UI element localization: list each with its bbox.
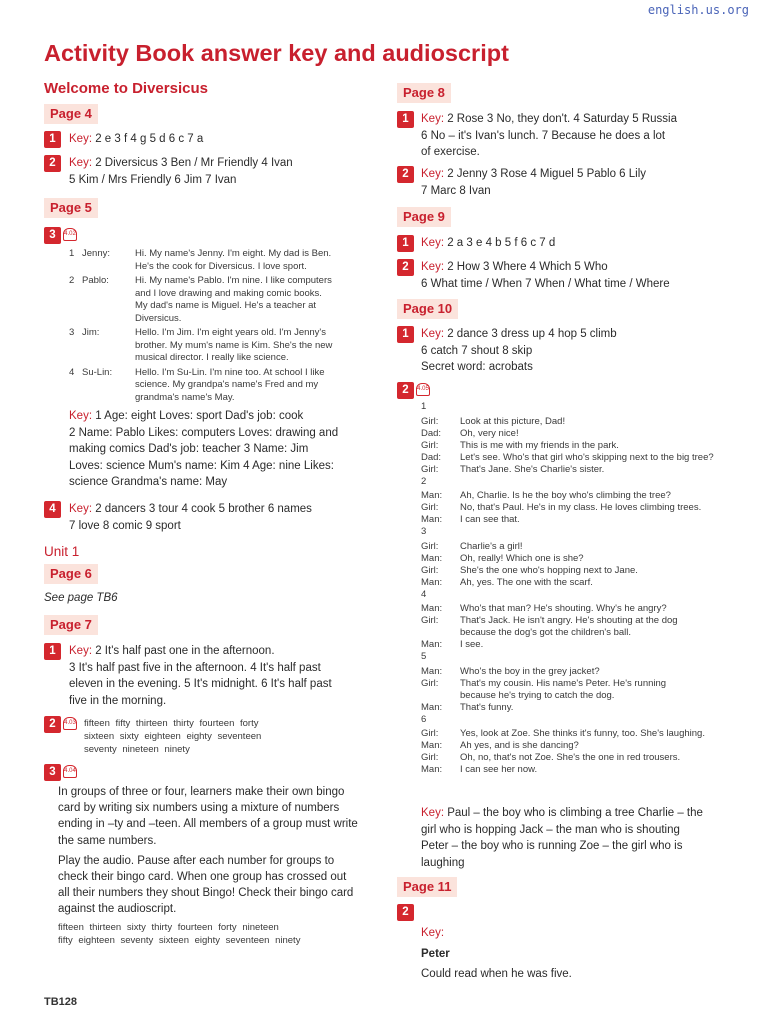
dialogue-speaker: Man: (421, 552, 443, 564)
dialogue-line (421, 690, 741, 702)
dialogue-speaker (421, 690, 460, 702)
site-url[interactable]: english.us.org (647, 3, 749, 17)
answer-text: 2 e 3 f 4 g 5 d 6 c 7 a (95, 133, 204, 145)
answer-text: Loves: science Mum's name: Kim 4 Age: nine Likes: (69, 459, 334, 472)
speaker-number: 4 (69, 366, 75, 378)
dialogue-speaker (421, 627, 460, 639)
exercise-number: 2 (397, 904, 414, 921)
dialogue-text: Ah, Charlie. Is he the boy who's climbing the tree? (460, 490, 671, 501)
page-7-label: Page 7 (44, 615, 98, 635)
dialogue-text: Let's see. Who's that girl who's skipping next to the big tree? (460, 451, 714, 463)
dialogue-text: This is me with my friends in the park. (460, 439, 619, 451)
speaker-name: Jim: (82, 327, 100, 338)
page-footer: TB128 (44, 996, 78, 1008)
audioscript-speaker (69, 327, 379, 365)
exercise-number: 1 (397, 326, 414, 343)
exercise-number: 2 (397, 259, 414, 276)
dialogue-line (421, 603, 741, 615)
dialogue-text: That's funny. (460, 701, 514, 713)
speaker-line: He's the cook for Diversicus. I love sport. (135, 260, 307, 272)
p10-ex1-answer (421, 326, 617, 376)
speaker-line: brother. My mum's name is Kim. She's the new (135, 339, 333, 351)
speaker-name: Su-Lin: (82, 366, 113, 378)
dialogue-speaker: Girl: (421, 677, 439, 689)
audio-icon[interactable]: 4.03 (63, 717, 77, 730)
dialogue-line (421, 452, 741, 464)
speaker-number: 2 (69, 275, 75, 286)
answer-name: Peter (421, 947, 450, 960)
exercise-number: 1 (44, 643, 61, 660)
speaker-text (135, 327, 332, 365)
speaker-name: Pablo: (82, 275, 109, 286)
speaker-line: Hi. My name's Jenny. I'm eight. My dad is Ben. (135, 248, 332, 259)
key-label: Key: (421, 807, 445, 819)
dialogue-speaker: Girl: (421, 415, 439, 427)
exercise-number: 2 (44, 716, 61, 733)
page-11-label: Page 11 (397, 877, 457, 897)
key-label: Key: (69, 645, 93, 657)
answer-text: 2 Name: Pablo Likes: computers Loves: drawing and (69, 426, 339, 439)
answer-text: science Grandma's name: May (69, 476, 228, 488)
instruction-line: ending in –ty and –teen. All members of a group must write (58, 818, 358, 831)
key-label: Key: (69, 503, 93, 515)
instruction-line: all their numbers they shout Bingo! Check their bingo card (58, 887, 354, 900)
speaker-text (135, 248, 331, 273)
dialogue-text: because he's trying to catch the dog. (460, 689, 615, 701)
section-heading: Welcome to Diversicus (44, 80, 208, 97)
speaker-line: science. My grandpa's name's Fred and my (135, 379, 319, 390)
instruction-line: against the audioscript. (58, 903, 177, 916)
page-title: Activity Book answer key and audioscript (44, 40, 509, 66)
speaker-number: 1 (69, 248, 75, 259)
exercise-number: 1 (44, 131, 61, 148)
answer-text: 2 Jenny 3 Rose 4 Miguel 5 Pablo 6 Lily (447, 168, 647, 180)
dialogue-number: 2 (421, 475, 427, 487)
number-list (58, 921, 300, 947)
dialogue-number: 4 (421, 588, 427, 600)
dialogue-speaker: Girl: (421, 540, 439, 552)
dialogue-text: I see. (460, 639, 484, 650)
number-line: fifteen fifty thirteen thirty fourteen forty (84, 718, 259, 729)
answer-text: making comics Dad's job: teacher 3 Name: Jim (69, 443, 309, 455)
dialogue-speaker: Man: (421, 576, 443, 588)
key-label: Key: (421, 168, 445, 180)
audioscript-speaker (69, 367, 379, 405)
answer-text: 6 What time / When 7 When / What time / Where (421, 277, 670, 290)
number-line: fifteen thirteen sixty thirty fourteen forty nineteen (58, 922, 279, 933)
exercise-number: 4 (44, 501, 61, 518)
answer-text: laughing (421, 856, 465, 869)
dialogue-text: That's Jane. She's Charlie's sister. (460, 463, 605, 475)
dialogue-text: That's Jack. He isn't angry. He's shouting at the dog (460, 615, 678, 626)
exercise-number: 2 (397, 382, 414, 399)
audioscript-speaker (69, 248, 379, 273)
key-label: Key: (69, 157, 93, 169)
dialogue-number: 1 (421, 401, 427, 412)
exercise-number: 1 (397, 111, 414, 128)
dialogue-text: Who's the boy in the grey jacket? (460, 665, 600, 677)
dialogue-text: I can see that. (460, 514, 520, 525)
dialogue-line (421, 764, 741, 776)
answer-text: 2 Rose 3 No, they don't. 4 Saturday 5 Russia (447, 113, 677, 125)
dialogue-text: I can see her now. (460, 764, 538, 775)
audioscript-page10 (421, 401, 741, 776)
dialogue-line (421, 678, 741, 690)
answer-text: 2 Diversicus 3 Ben / Mr Friendly 4 Ivan (95, 157, 293, 169)
page-6-label: Page 6 (44, 564, 98, 584)
answer-text: 2 dancers 3 tour 4 cook 5 brother 6 names (95, 503, 312, 515)
answer-text: five in the morning. (69, 694, 167, 707)
dialogue-text: Look at this picture, Dad! (460, 415, 566, 427)
speaker-line: musical director. I really like science. (135, 352, 289, 363)
key-label: Key: (69, 133, 93, 145)
p9-ex2-answer (421, 259, 670, 292)
page-9-label: Page 9 (397, 207, 451, 227)
speaker-line: grandma's name's May. (135, 391, 235, 403)
dialogue-text: because the dog's got the children's ball. (460, 627, 632, 638)
dialogue-line (421, 752, 741, 764)
audio-icon[interactable]: 4.04 (63, 765, 77, 778)
key-label: Key: (69, 410, 93, 422)
dialogue-speaker: Man: (421, 603, 443, 614)
exercise-number: 2 (397, 166, 414, 183)
p9-ex1-answer (421, 235, 555, 252)
speaker-line: Diversicus. (135, 312, 182, 324)
answer-text: eleven in the evening. 5 It's midnight. 6 It's half past (69, 678, 332, 690)
dialogue-line (421, 565, 741, 577)
audio-icon[interactable]: 4.05 (416, 383, 430, 396)
dialogue-speaker: Girl: (421, 564, 439, 576)
page-6-reference: See page TB6 (44, 592, 118, 604)
exercise-number: 3 (44, 764, 61, 781)
speaker-number: 3 (69, 327, 75, 338)
dialogue-text: No, that's Paul. He's in my class. He loves climbing trees. (460, 502, 702, 513)
p5-ex3-key (69, 408, 379, 491)
dialogue-text: Charlie's a girl! (460, 540, 523, 552)
dialogue-speaker: Dad: (421, 427, 442, 439)
instruction-line: In groups of three or four, learners make their own bingo (58, 786, 345, 798)
p4-ex2-answer (69, 155, 293, 188)
speaker-line: Hello. I'm Su-Lin. I'm nine too. At school I like (135, 366, 325, 378)
p10-ex2-key (421, 805, 741, 871)
key-label: Key: (421, 237, 445, 249)
p5-ex4-answer (69, 501, 312, 534)
dialogue-speaker: Man: (421, 514, 443, 525)
dialogue-text: Yes, look at Zoe. She thinks it's funny, too. She's laughing. (460, 728, 705, 739)
audio-icon[interactable]: 4.02 (63, 228, 77, 241)
exercise-number: 1 (397, 235, 414, 252)
answer-text: 2 How 3 Where 4 Which 5 Who (447, 261, 608, 273)
answer-text: 2 dance 3 dress up 4 hop 5 climb (447, 328, 617, 340)
audioscript-speaker (69, 275, 379, 325)
answer-text: 2 It's half past one in the afternoon. (95, 645, 275, 657)
answer-text: girl who is hopping Jack – the man who is shouting (421, 823, 680, 836)
dialogue-line (421, 728, 741, 740)
exercise-number: 3 (44, 227, 61, 244)
answer-text: 7 love 8 comic 9 sport (69, 519, 181, 532)
instruction-line: check their bingo card. When one group has crossed out (58, 871, 347, 884)
dialogue-line (421, 502, 741, 514)
dialogue-line (421, 577, 741, 589)
dialogue-speaker: Man: (421, 701, 443, 713)
dialogue-number: 3 (421, 526, 427, 537)
page-4-label: Page 4 (44, 104, 98, 124)
dialogue-text: She's the one who's hopping next to Jane. (460, 564, 638, 576)
dialogue-speaker: Girl: (421, 728, 439, 739)
page-8-label: Page 8 (397, 83, 451, 103)
dialogue-text: That's my cousin. His name's Peter. He's running (460, 677, 667, 689)
speaker-text (135, 367, 325, 405)
dialogue-line (421, 615, 741, 627)
dialogue-text: Oh, no, that's not Zoe. She's the one in red trousers. (460, 752, 681, 763)
speaker-line: and I love drawing and making comic books. (135, 287, 322, 299)
unit-heading: Unit 1 (44, 544, 80, 559)
number-line: seventy nineteen ninety (84, 744, 190, 755)
dialogue-text: Ah yes, and is she dancing? (460, 740, 579, 751)
dialogue-line (421, 627, 741, 639)
dialogue-text: Oh, very nice! (460, 427, 519, 439)
speaker-line: My dad's name is Miguel. He's a teacher at (135, 300, 317, 311)
key-label: Key: (421, 261, 445, 273)
p8-ex1-answer (421, 111, 677, 161)
dialogue-line (421, 416, 741, 428)
instruction-line: the same numbers. (58, 834, 157, 847)
page-5-label: Page 5 (44, 198, 98, 218)
dialogue-text: Oh, really! Which one is she? (460, 552, 584, 564)
dialogue-speaker: Girl: (421, 439, 439, 451)
answer-text: Could read when he was five. (421, 968, 572, 980)
dialogue-number: 6 (421, 713, 427, 725)
speaker-name: Jenny: (82, 248, 110, 259)
instruction-line: Play the audio. Pause after each number for groups to (58, 854, 335, 867)
dialogue-line (421, 440, 741, 452)
answer-text: of exercise. (421, 146, 480, 158)
dialogue-line (421, 428, 741, 440)
dialogue-speaker: Girl: (421, 752, 439, 763)
speaker-line: Hi. My name's Pablo. I'm nine. I like computers (135, 275, 332, 286)
p8-ex2-answer (421, 166, 646, 199)
dialogue-speaker: Man: (421, 490, 443, 501)
number-list (84, 717, 261, 756)
answer-text: Secret word: acrobats (421, 361, 533, 373)
speaker-text (135, 275, 332, 325)
dialogue-text: Who's that man? He's shouting. Why's he angry? (460, 603, 667, 614)
dialogue-speaker: Man: (421, 764, 443, 775)
dialogue-speaker: Girl: (421, 463, 439, 475)
p7-ex3-instructions (58, 784, 378, 918)
number-line: fifty eighteen seventy sixteen eighty seventeen ninety (58, 935, 301, 946)
speaker-line: Hello. I'm Jim. I'm eight years old. I'm Jenny's (135, 327, 326, 338)
dialogue-line (421, 740, 741, 752)
page-10-label: Page 10 (397, 299, 458, 319)
dialogue-text: Ah, yes. The one with the scarf. (460, 576, 593, 588)
dialogue-speaker: Girl: (421, 615, 439, 626)
key-label: Key: (421, 927, 445, 939)
answer-text: Peter – the boy who is running Zoe – the girl who is (421, 840, 683, 852)
dialogue-speaker: Man: (421, 639, 443, 650)
exercise-number: 2 (44, 155, 61, 172)
dialogue-line (421, 666, 741, 678)
answer-text: 2 a 3 e 4 b 5 f 6 c 7 d (447, 237, 556, 249)
number-line: sixteen sixty eighteen eighty seventeen (84, 731, 262, 742)
answer-text: Paul – the boy who is climbing a tree Charlie – the (447, 807, 703, 819)
answer-text: 1 Age: eight Loves: sport Dad's job: cook (95, 410, 304, 422)
p4-ex1-answer (69, 131, 203, 148)
key-label: Key: (421, 113, 445, 125)
p7-ex1-answer (69, 643, 332, 709)
dialogue-speaker: Girl: (421, 502, 439, 513)
answer-text: 6 catch 7 shout 8 skip (421, 344, 533, 357)
key-label: Key: (421, 328, 445, 340)
dialogue-line (421, 541, 741, 553)
dialogue-line (421, 514, 741, 526)
dialogue-speaker: Man: (421, 740, 443, 751)
dialogue-line (421, 639, 741, 651)
dialogue-speaker: Man: (421, 665, 443, 677)
answer-text: 5 Kim / Mrs Friendly 6 Jim 7 Ivan (69, 173, 237, 186)
instruction-line: card by writing six numbers using a mixture of numbers (58, 802, 340, 815)
dialogue-line (421, 490, 741, 502)
dialogue-number: 5 (421, 651, 427, 662)
audioscript-page5 (69, 248, 379, 406)
dialogue-line (421, 702, 741, 714)
answer-text: 7 Marc 8 Ivan (421, 184, 491, 197)
dialogue-line (421, 464, 741, 476)
dialogue-speaker: Dad: (421, 451, 442, 463)
answer-text: 6 No – it's Ivan's lunch. 7 Because he does a lot (421, 129, 666, 142)
answer-text: 3 It's half past five in the afternoon. 4 It's half past (69, 661, 321, 674)
p11-ex2-answer (421, 925, 572, 983)
dialogue-line (421, 553, 741, 565)
